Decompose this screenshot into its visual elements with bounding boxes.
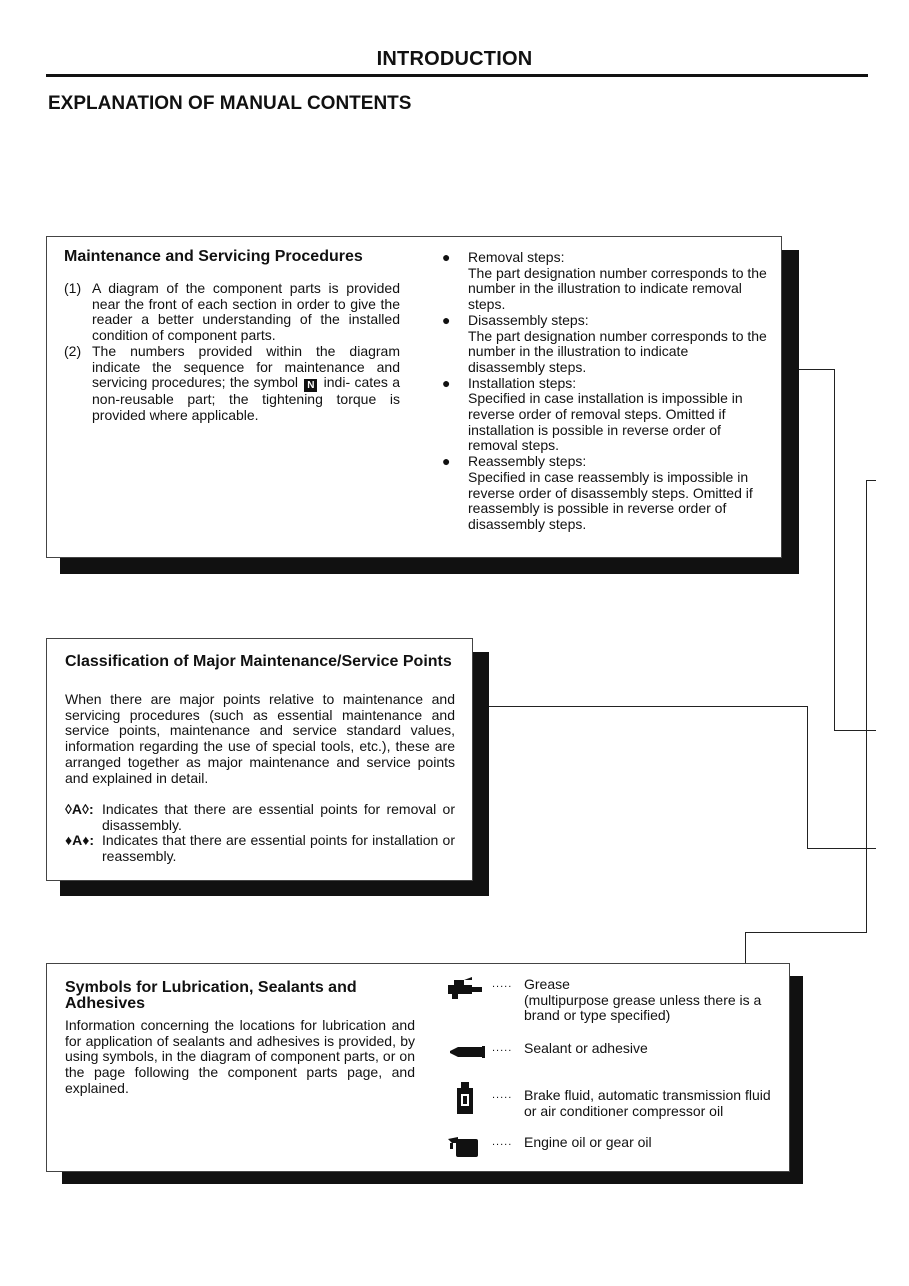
bullet-icon: ●	[442, 453, 451, 470]
item-text: indi- cates a non-reusable part; the tightening torque is provided where applicable.	[92, 374, 401, 423]
bullet-text: Specified in case installation is impossible in reverse order of removal steps. Omitted if installation is possible in reverse order of removal steps.	[468, 390, 743, 454]
item-number: (1)	[64, 280, 82, 296]
list-item	[64, 344, 400, 424]
classification-box	[46, 638, 473, 881]
removal-point-symbol: ◊A◊:	[65, 801, 94, 817]
leader-dots: .....	[492, 978, 513, 990]
maintenance-bullet-list	[440, 250, 768, 533]
maintenance-box	[46, 236, 782, 558]
classification-title: Classification of Major Maintenance/Service Points	[65, 653, 452, 670]
grease-gun-icon	[444, 977, 486, 1001]
section-heading: EXPLANATION OF MANUAL CONTENTS	[48, 93, 412, 114]
item-text: A diagram of the component parts is provided near the front of each section in order to give the reader a better understanding of the installed condition of component parts.	[92, 280, 400, 344]
list-item	[65, 833, 455, 864]
marker-text: Indicates that there are essential points for installation or reassembly.	[102, 832, 455, 865]
legend-row-grease	[444, 977, 784, 1027]
symbols-body: Information concerning the locations for lubrication and for application of sealants and adhesives is provided, by using symbols, in the diagram of component parts, or on the page following the component parts page, and explained.	[65, 1017, 415, 1096]
bullet-text: Specified in case reassembly is impossible in reverse order of disassembly steps. Omitted if reassembly is possible in reverse order of disassembly steps.	[468, 468, 753, 532]
classification-markers	[65, 802, 455, 865]
legend-label: Engine oil or gear oil	[524, 1134, 652, 1150]
bullet-text: The part designation number corresponds to the number in the illustration to indicate disassembly steps.	[468, 327, 767, 375]
symbols-title: Symbols for Lubrication, Sealants and Adhesives	[65, 979, 357, 1012]
connector-line	[745, 932, 746, 964]
installation-point-symbol: ♦A♦:	[65, 832, 95, 849]
non-reusable-symbol: N	[304, 379, 317, 392]
bullet-heading: Removal steps:	[468, 249, 565, 265]
connector-line	[866, 480, 867, 932]
list-item	[440, 313, 768, 376]
legend-row-sealant	[444, 1041, 784, 1061]
legend-note: (multipurpose grease unless there is a brand or type specified)	[524, 991, 762, 1024]
legend-row-fluid	[444, 1088, 784, 1122]
legend-row-oil	[444, 1135, 784, 1155]
maintenance-numbered-list	[64, 281, 400, 424]
page-title: INTRODUCTION	[376, 48, 533, 70]
legend-label: Sealant or adhesive	[524, 1040, 648, 1056]
bullet-text: The part designation number corresponds to the number in the illustration to indicate removal steps.	[468, 264, 767, 313]
marker-text: Indicates that there are essential points for removal or disassembly.	[102, 801, 455, 833]
connector-line	[866, 480, 876, 481]
leader-dots: .....	[492, 1042, 513, 1054]
list-item	[440, 250, 768, 313]
item-text: The numbers provided within the diagram indicate the sequence for maintenance and servicing procedures; the symbol	[92, 342, 400, 391]
connector-line	[797, 369, 835, 370]
leader-dots: .....	[492, 1136, 513, 1148]
connector-line	[488, 706, 808, 707]
sealant-tube-icon	[444, 1041, 486, 1065]
item-number: (2)	[64, 342, 82, 359]
bullet-icon: ●	[442, 311, 451, 328]
title-rule	[46, 74, 868, 77]
connector-line	[807, 706, 808, 849]
bullet-icon: ●	[442, 374, 451, 391]
legend-label: Brake fluid, automatic transmission fluid or air conditioner compressor oil	[524, 1087, 771, 1119]
fluid-bottle-icon	[444, 1082, 486, 1116]
connector-line	[834, 730, 876, 731]
leader-dots: .....	[492, 1089, 513, 1101]
legend-text	[524, 977, 784, 1024]
list-item	[65, 802, 455, 833]
list-item	[440, 454, 768, 533]
list-item	[64, 281, 400, 344]
list-item	[440, 376, 768, 455]
classification-body: When there are major points relative to maintenance and servicing procedures (such as essential maintenance and service points, maintenance and service standard values, information regarding the use of special tools, etc.), these are arranged together as major maintenance and service points and explained in detail.	[65, 691, 455, 786]
connector-line	[807, 848, 876, 849]
connector-line	[745, 932, 867, 933]
bullet-heading: Installation steps:	[468, 374, 577, 391]
legend-label: Grease	[524, 976, 570, 992]
bullet-heading: Reassembly steps:	[468, 453, 587, 470]
maintenance-title: Maintenance and Servicing Procedures	[64, 248, 363, 265]
connector-line	[834, 369, 835, 731]
bullet-heading: Disassembly steps:	[468, 311, 589, 328]
bullet-icon: ●	[442, 249, 451, 265]
oil-can-icon	[444, 1135, 486, 1159]
